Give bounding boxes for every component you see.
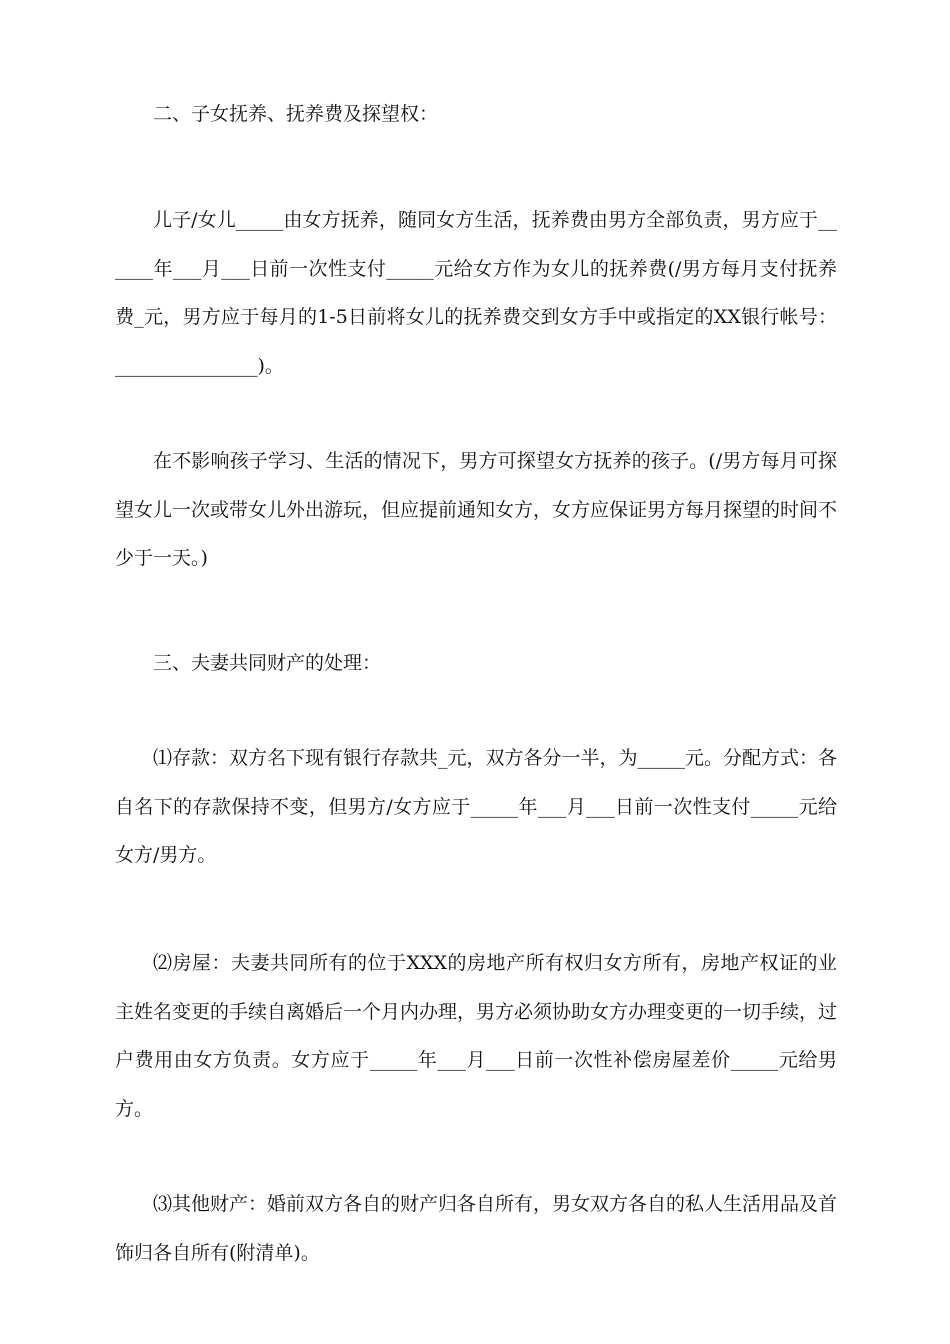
visitation-paragraph: 在不影响孩子学习、生活的情况下，男方可探望女方抚养的孩子。(/男方每月可探望女儿一次或带女儿外出游玩，但应提前通知女方，女方应保证男方每月探望的时间不少于一天。)	[115, 450, 838, 569]
other-property-clause: ⑶其他财产：婚前双方各自的财产归各自所有，男女双方各自的私人生活用品及首饰归各自所有(附清单)。	[115, 1193, 838, 1264]
section-3-heading: 三、夫妻共同财产的处理：	[153, 652, 382, 674]
housing-clause: ⑵房屋：夫妻共同所有的位于XXX的房地产所有权归女方所有，房地产权证的业主姓名变更的手续自离婚后一个月内办理，男方必须协助女方办理变更的一切手续，过户费用由女方负责。女方应于_____年___月___日前一次性补偿房屋差价_____元给男方。	[115, 952, 838, 1120]
child-custody-paragraph: 儿子/女儿_____由女方抚养，随同女方生活，抚养费由男方全部负责，男方应于______年___月___日前一次性支付_____元给女方作为女儿的抚养费(/男方每月支付抚养费_元，男方应于每月的1-5日前将女儿的抚养费交到女方手中或指定的XX银行帐号：_______________)。	[115, 209, 837, 377]
deposit-clause: ⑴存款：双方名下现有银行存款共_元，双方各分一半，为_____元。分配方式：各自名下的存款保持不变，但男方/女方应于_____年___月___日前一次性支付_____元给女方/男方。	[115, 747, 838, 866]
section-2-heading: 二、子女抚养、抚养费及探望权：	[153, 103, 439, 125]
